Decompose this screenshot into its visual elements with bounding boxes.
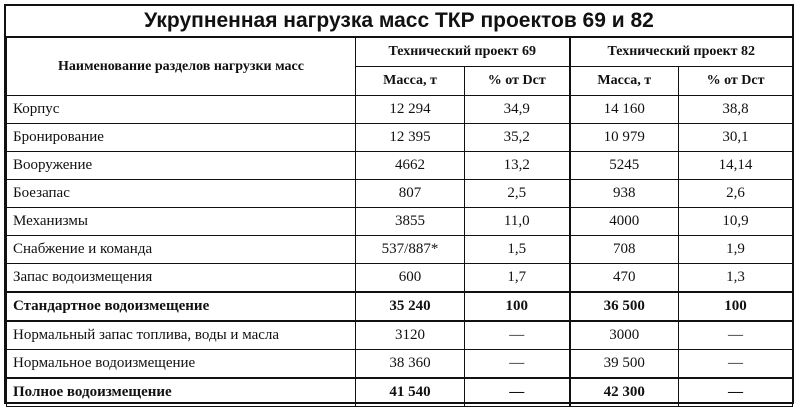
mass-82: 42 300 [570,378,679,407]
table-row-total [7,292,793,321]
mass-69: 3120 [356,321,465,350]
table-row-total [7,378,793,407]
mass-82: 938 [570,180,679,208]
header-mass-69: Масса, т [356,67,465,96]
percent-82: 10,9 [679,208,793,236]
mass-82: 470 [570,264,679,293]
percent-69: — [465,321,570,350]
header-percent-82: % от Dст [679,67,793,96]
percent-69: — [465,350,570,379]
mass-82: 708 [570,236,679,264]
mass-82: 4000 [570,208,679,236]
mass-82: 39 500 [570,350,679,379]
table-row [7,236,793,264]
percent-69: 2,5 [465,180,570,208]
table-row [7,350,793,379]
mass-82: 3000 [570,321,679,350]
mass-69: 3855 [356,208,465,236]
percent-69: 13,2 [465,152,570,180]
header-mass-82: Масса, т [570,67,679,96]
percent-82: 1,3 [679,264,793,293]
percent-69: 35,2 [465,124,570,152]
mass-69: 807 [356,180,465,208]
percent-82: 14,14 [679,152,793,180]
row-name: Нормальное водоизмещение [7,350,356,379]
row-name: Боезапас [7,180,356,208]
row-name: Стандартное водоизмещение [7,292,356,321]
row-name: Механизмы [7,208,356,236]
mass-69: 12 395 [356,124,465,152]
row-name: Бронирование [7,124,356,152]
mass-82: 10 979 [570,124,679,152]
percent-82: — [679,321,793,350]
row-name: Полное водоизмещение [7,378,356,407]
header-percent-69: % от Dст [465,67,570,96]
percent-69: 34,9 [465,96,570,124]
row-name: Запас водоизмещения [7,264,356,293]
table-row [7,124,793,152]
percent-69: 100 [465,292,570,321]
percent-82: 2,6 [679,180,793,208]
row-name: Вооружение [7,152,356,180]
table-title: Укрупненная нагрузка масс ТКР проектов 69 и 82 [6,6,792,38]
percent-82: — [679,350,793,379]
row-name: Снабжение и команда [7,236,356,264]
table-row [7,321,793,350]
mass-69: 12 294 [356,96,465,124]
percent-82: — [679,378,793,407]
percent-69: 11,0 [465,208,570,236]
percent-69: — [465,378,570,407]
mass-69: 38 360 [356,350,465,379]
header-project-82: Технический проект 82 [570,37,793,67]
percent-82: 1,9 [679,236,793,264]
row-name: Корпус [7,96,356,124]
percent-69: 1,7 [465,264,570,293]
percent-82: 100 [679,292,793,321]
table-row [7,180,793,208]
mass-82: 14 160 [570,96,679,124]
mass-69: 600 [356,264,465,293]
percent-82: 30,1 [679,124,793,152]
mass-69: 4662 [356,152,465,180]
table-row [7,96,793,124]
header-section-name: Наименование разделов нагрузки масс [7,37,356,96]
mass-69: 35 240 [356,292,465,321]
row-name: Нормальный запас топлива, воды и масла [7,321,356,350]
header-project-69: Технический проект 69 [356,37,570,67]
table-row [7,208,793,236]
mass-82: 36 500 [570,292,679,321]
mass-82: 5245 [570,152,679,180]
table-row [7,152,793,180]
percent-69: 1,5 [465,236,570,264]
table-frame [4,4,794,404]
table-row [7,264,793,293]
mass-load-table [6,36,793,407]
percent-82: 38,8 [679,96,793,124]
mass-69: 41 540 [356,378,465,407]
mass-69: 537/887* [356,236,465,264]
